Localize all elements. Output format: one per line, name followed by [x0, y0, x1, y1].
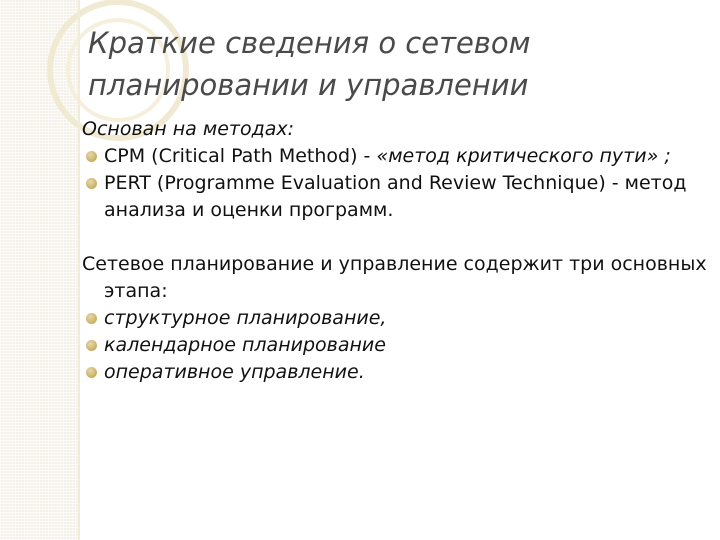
stage-text: структурное планирование, — [104, 307, 387, 329]
method-text-italic: «метод критического пути» ; — [376, 145, 671, 167]
stages-lead: Сетевое планирование и управление содержит три основных этапа: — [82, 253, 707, 302]
list-item — [82, 332, 707, 359]
methods-lead: Основан на методах: — [82, 118, 294, 140]
list-item — [82, 305, 707, 332]
decorative-divider — [78, 0, 80, 540]
stages-list — [82, 305, 707, 386]
method-text: PERT (Programme Evaluation and Review Technique) - метод анализа и оценки программ. — [104, 172, 687, 221]
bullet-icon — [86, 367, 97, 378]
method-text: CPM (Critical Path Method) - — [104, 145, 371, 167]
list-item — [82, 143, 707, 170]
bullet-icon — [86, 340, 97, 351]
slide-body — [82, 116, 707, 386]
slide-title-line-2: планировании и управлении — [88, 68, 529, 102]
stage-text: оперативное управление. — [104, 361, 365, 383]
bullet-icon — [86, 178, 97, 189]
slide-title-line-1: Краткие сведения о сетевом — [88, 26, 531, 60]
methods-list — [82, 143, 707, 224]
stage-text: календарное планирование — [104, 334, 386, 356]
bullet-icon — [86, 151, 97, 162]
slide-title — [88, 22, 708, 106]
list-item — [82, 170, 707, 224]
list-item — [82, 359, 707, 386]
bullet-icon — [86, 313, 97, 324]
